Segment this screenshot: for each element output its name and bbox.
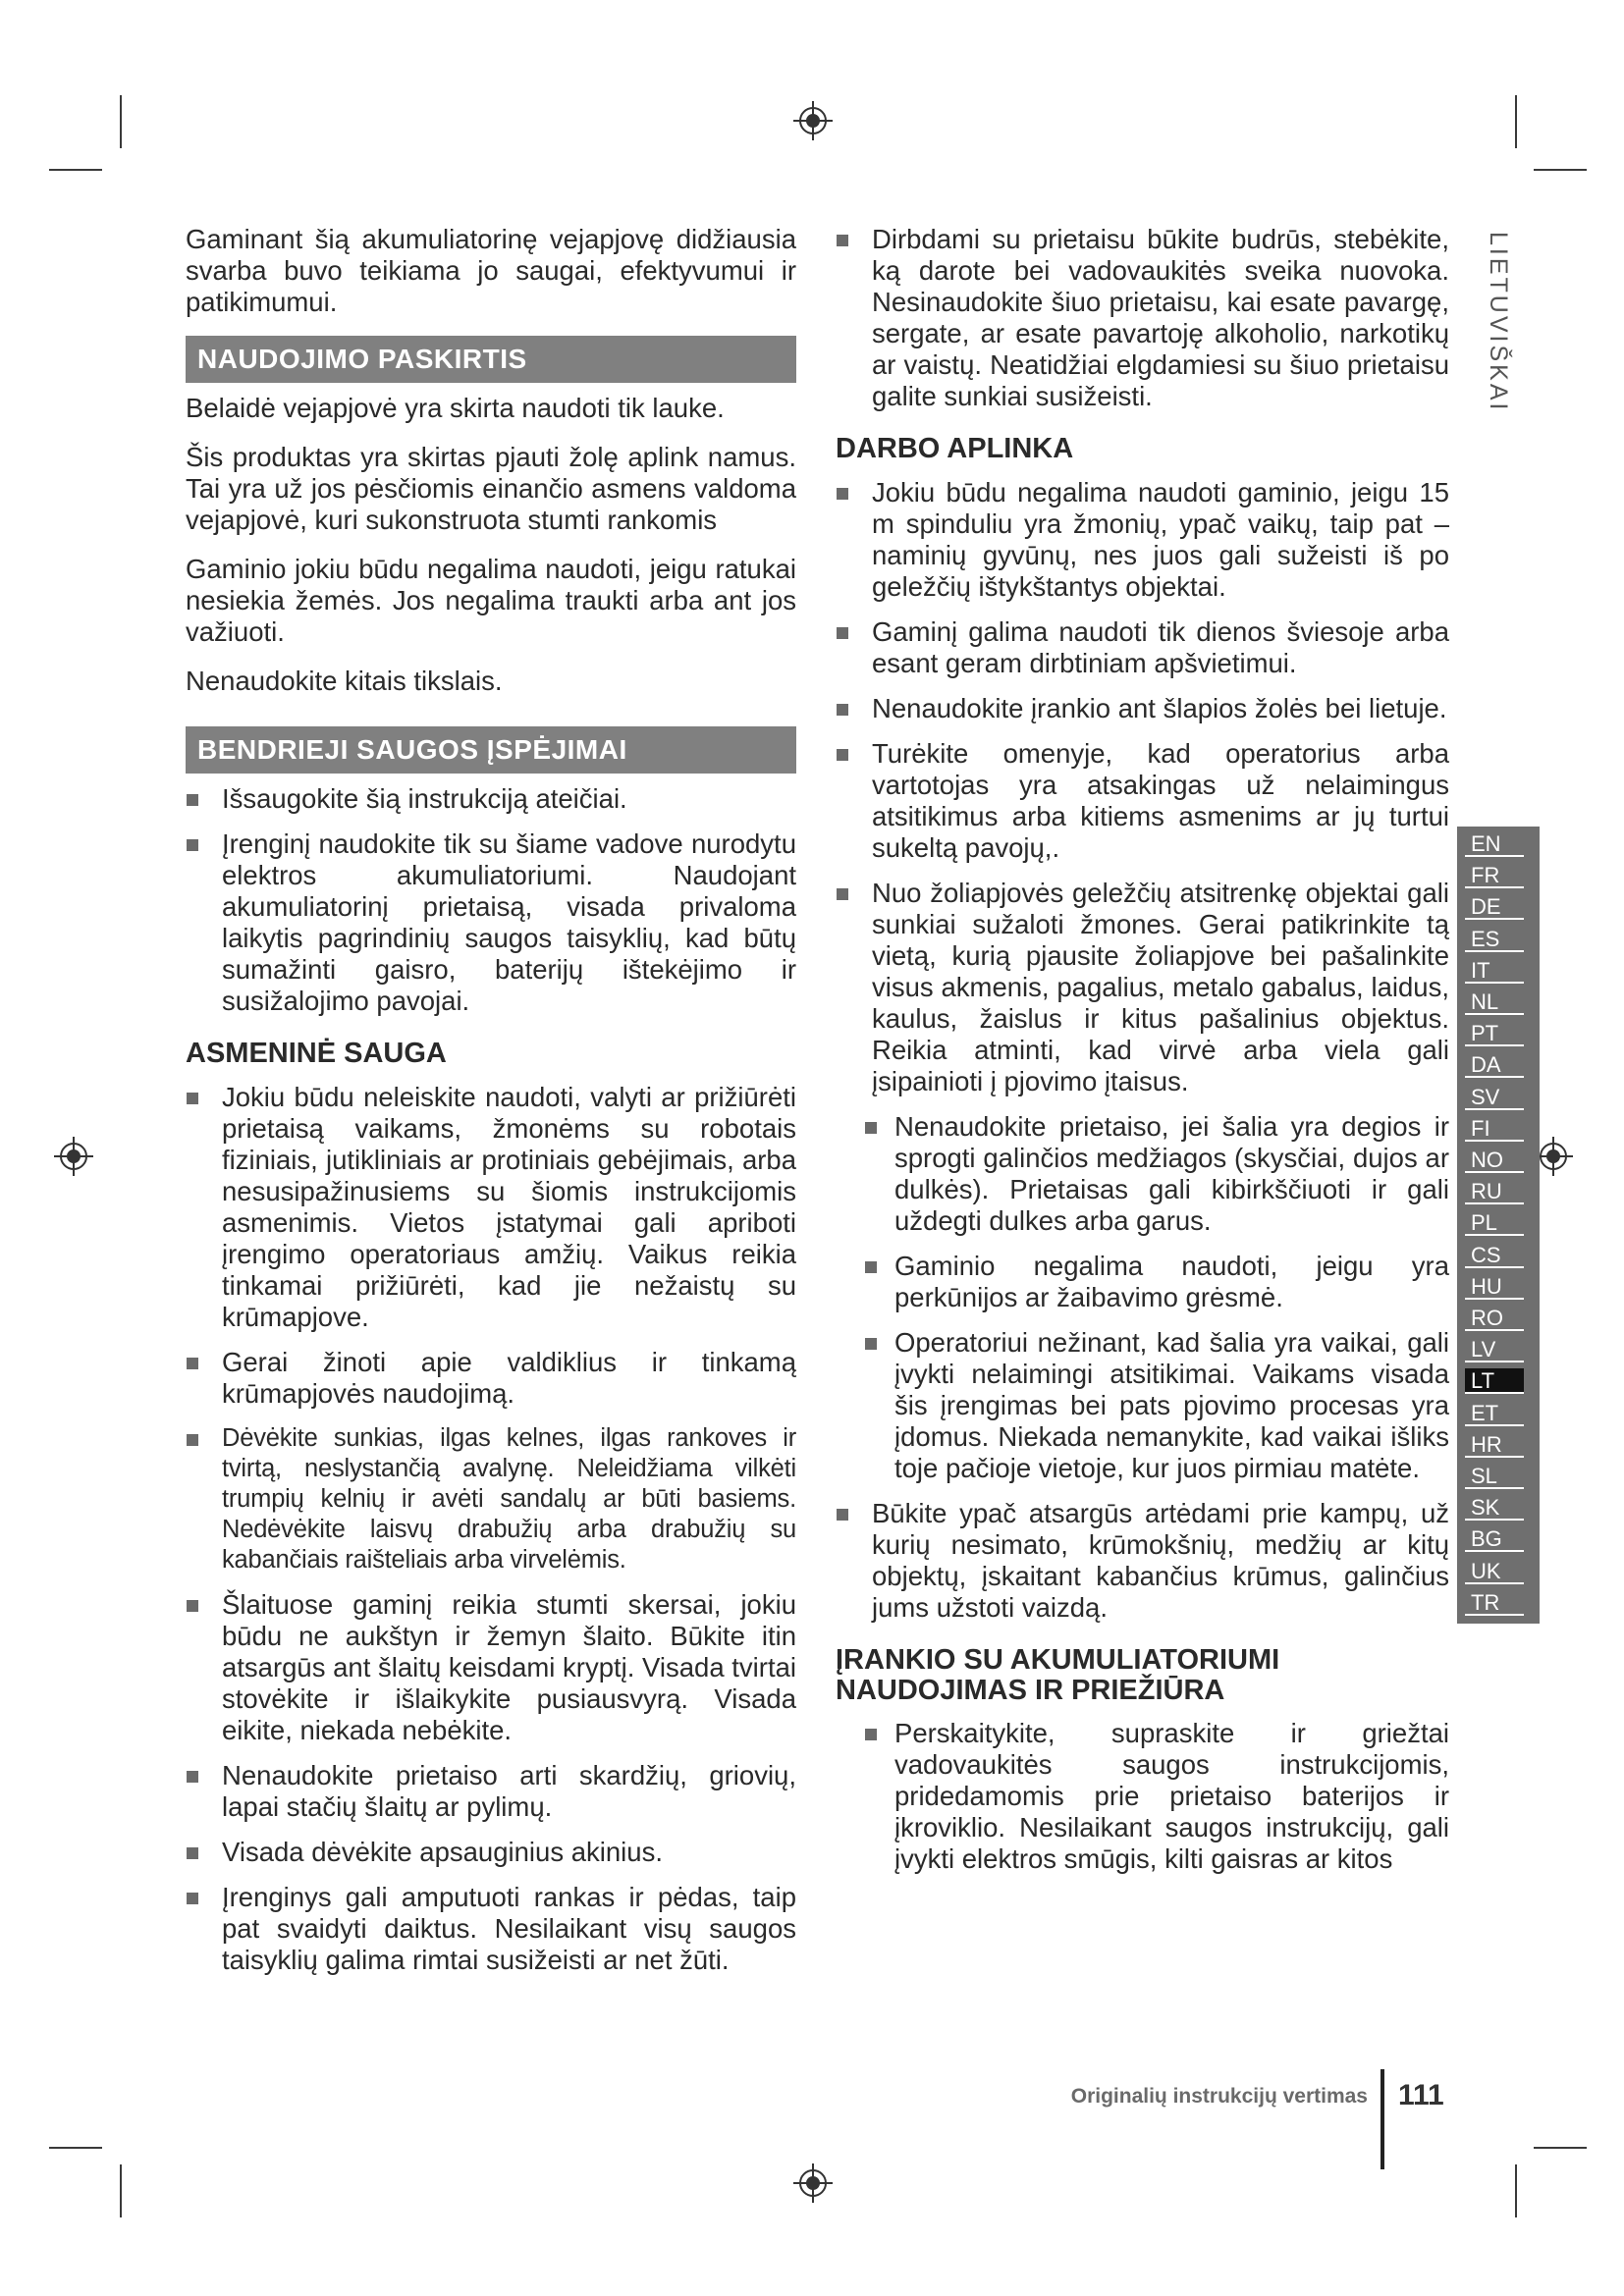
list-item: Dirbdami su prietaisu būkite budrūs, stebėkite, ką darote bei vadovaukitės sveika nuovoka. Nesinaudokite šiuo prietaisu, kai esate pavargę, sergate, ar esate pavartoję alkoholio, narkotikų ar vaistų. Neatidžiai elgdamiesi su šiuo prietaisu galite sunkiai susižeisti. [836, 224, 1449, 412]
language-tab-bg[interactable]: BG [1465, 1526, 1524, 1552]
bullet-list [186, 783, 796, 1017]
bullet-list [836, 1498, 1449, 1624]
list-item: Dėvėkite sunkias, ilgas kelnes, ilgas rankoves ir tvirtą, neslystančią avalynę. Neleidžiama vilkėti trumpių kelnių ir avėti sandalų ar būti basiems. Nedėvėkite laisvų drabužių arba drabužių su kabančiais raišteliais arba virvelėmis. [186, 1423, 796, 1575]
language-tab-sk[interactable]: SK [1465, 1495, 1524, 1521]
section-heading-general-safety: BENDRIEJI SAUGOS ĮSPĖJIMAI [186, 726, 796, 774]
list-item: Įrenginį naudokite tik su šiame vadove nurodytu elektros akumuliatoriumi. Naudojant akumuliatorinį prietaisą, visada privaloma laikytis pagrindinių saugos taisyklių, kad būtų sumažinti gaisro, baterijų ištekėjimo ir susižalojimo pavojai. [186, 828, 796, 1017]
list-item: Jokiu būdu negalima naudoti gaminio, jeigu 15 m spinduliu yra žmonių, ypač vaikų, taip pat – naminių gyvūnų, nes juos gali sužeisti iš po geležčių ištykštantys objektai. [836, 477, 1449, 603]
section-heading-battery-tool-use [836, 1645, 1449, 1706]
list-item: Jokiu būdu neleiskite naudoti, valyti ar prižiūrėti prietaisą vaikams, žmonėms su robotais fiziniais, jutikliniais ar protiniais gebėjimais, arba nesusipažinusiems su šiomis instrukcijomis asmenimis. Vietos įstatymai gali apriboti įrengimo operatoriaus amžių. Vaikus reikia tinkamai prižiūrėti, kad jie nežaistų su krūmapjove. [186, 1082, 796, 1333]
list-item: Įrenginys gali amputuoti rankas ir pėdas, taip pat svaidyti daiktus. Nesilaikant visų saugos taisyklių galima rimtai susižeisti ar net žūti. [186, 1882, 796, 1976]
list-item: Nuo žoliapjovės geležčių atsitrenkę objektai gali sunkiai sužaloti žmones. Gerai patikrinkite tą vietą, kurią pjausite žoliapjove bei pašalinkite visus akmenis, pagalius, metalo gabalus, laidus, kaulus, žaislus ir kitus pašalinius objektus. Reikia atminti, kad virvė arba viela gali įsipainioti į pjovimo įtaisus. [836, 878, 1449, 1097]
list-item: Būkite ypač atsargūs artėdami prie kampų, už kurių nesimato, krūmokšnių, medžių ar kitų objektų, įskaitant kabančius krūmus, galinčius jums užstoti vaizdą. [836, 1498, 1449, 1624]
list-item: Gaminį galima naudoti tik dienos šviesoje arba esant geram dirbtiniam apšvietimui. [836, 616, 1449, 679]
language-tab-no[interactable]: NO [1465, 1148, 1524, 1173]
language-tab-it[interactable]: IT [1465, 958, 1524, 984]
language-tab-cs[interactable]: CS [1465, 1243, 1524, 1268]
crop-mark [49, 169, 102, 171]
language-tab-hr[interactable]: HR [1465, 1432, 1524, 1458]
language-tab-pt[interactable]: PT [1465, 1021, 1524, 1046]
list-item: Gaminio negalima naudoti, jeigu yra perkūnijos ar žaibavimo grėsmė. [836, 1251, 1449, 1313]
section-heading-work-area: DARBO APLINKA [836, 433, 1074, 464]
crop-mark [49, 2147, 102, 2149]
left-column [186, 224, 796, 1990]
footer-caption: Originalių instrukcijų vertimas [1070, 2085, 1368, 2108]
list-item: Gerai žinoti apie valdiklius ir tinkamą krūmapjovės naudojimą. [186, 1347, 796, 1410]
registration-mark-icon [54, 1137, 93, 1176]
crop-mark [1515, 2164, 1517, 2217]
language-tab-tr[interactable]: TR [1465, 1590, 1524, 1616]
crop-mark [1534, 2147, 1587, 2149]
right-column [836, 224, 1449, 1889]
language-tab-ru[interactable]: RU [1465, 1179, 1524, 1204]
language-tab-lv[interactable]: LV [1465, 1337, 1524, 1362]
language-tab-fi[interactable]: FI [1465, 1116, 1524, 1142]
language-tab-hu[interactable]: HU [1465, 1274, 1524, 1300]
heading-line: ĮRANKIO SU AKUMULIATORIUMI [836, 1644, 1280, 1676]
crop-mark [1515, 95, 1517, 148]
language-tab-nl[interactable]: NL [1465, 989, 1524, 1015]
intro-paragraph: Gaminant šią akumuliatorinę vejapjovę didžiausia svarba buvo teikiama jo saugai, efektyvumui ir patikimumui. [186, 224, 796, 317]
crop-mark [120, 95, 122, 148]
list-item: Turėkite omenyje, kad operatorius arba vartotojas yra atsakingas už nelaimingus atsitikimus arba kitiems asmenims ar jų turtui sukeltą pavojų,. [836, 738, 1449, 864]
paragraph: Nenaudokite kitais tikslais. [186, 666, 503, 696]
list-item: Operatoriui nežinant, kad šalia yra vaikai, gali įvykti nelaimingi atsitikimai. Vaikams visada šis įrengimas bei pats pjovimo procesas yra įdomus. Niekada nemanykite, kad vaikai išliks toje pačioje vietoje, kur juos pirmiau matėte. [836, 1327, 1449, 1484]
paragraph: Belaidė vejapjovė yra skirta naudoti tik lauke. [186, 393, 725, 423]
crop-mark [1534, 169, 1587, 171]
language-tab-es[interactable]: ES [1465, 927, 1524, 952]
list-item: Išsaugokite šią instrukciją ateičiai. [186, 783, 796, 815]
crop-mark [120, 2164, 122, 2217]
language-tab-ro[interactable]: RO [1465, 1306, 1524, 1331]
list-item: Visada dėvėkite apsauginius akinius. [186, 1837, 796, 1868]
language-tab-pl[interactable]: PL [1465, 1210, 1524, 1236]
list-item: Nenaudokite įrankio ant šlapios žolės bei lietuje. [836, 693, 1449, 724]
page-number: 111 [1398, 2079, 1444, 2111]
bullet-list [186, 1082, 796, 1976]
language-tab-lt[interactable]: LT [1465, 1368, 1524, 1394]
paragraph: Gaminio jokiu būdu negalima naudoti, jeigu ratukai nesiekia žemės. Jos negalima traukti arba ant jos važiuoti. [186, 554, 796, 647]
language-tab-da[interactable]: DA [1465, 1052, 1524, 1078]
language-tab-de[interactable]: DE [1465, 894, 1524, 920]
registration-mark-icon [1534, 1137, 1573, 1176]
list-item: Nenaudokite prietaiso arti skardžių, griovių, lapai stačių šlaitų ar pylimų. [186, 1760, 796, 1823]
language-tab-en[interactable]: EN [1465, 831, 1524, 857]
list-item: Perskaitykite, supraskite ir griežtai vadovaukitės saugos instrukcijomis, pridedamomis prie prietaiso baterijos ir įkroviklio. Nesilaikant saugos instrukcijų, gali įvykti elektros smūgis, kilti gaisras ar kitos [836, 1718, 1449, 1875]
language-tab-uk[interactable]: UK [1465, 1559, 1524, 1584]
bullet-list [836, 1718, 1449, 1875]
bullet-list [836, 477, 1449, 1097]
language-side-label: LIETUVIŠKAI [1485, 232, 1512, 413]
language-tab-sv[interactable]: SV [1465, 1085, 1524, 1110]
paragraph: Šis produktas yra skirtas pjauti žolę aplink namus. Tai yra už jos pėsčiomis einančio asmens valdoma vejapjovė, kuri sukonstruota stumti rankomis [186, 442, 796, 535]
language-tab-sl[interactable]: SL [1465, 1464, 1524, 1489]
bullet-list [836, 1111, 1449, 1484]
language-tab-fr[interactable]: FR [1465, 863, 1524, 888]
language-tab-et[interactable]: ET [1465, 1401, 1524, 1426]
registration-mark-icon [793, 2163, 833, 2203]
registration-mark-icon [793, 101, 833, 140]
list-item: Šlaituose gaminį reikia stumti skersai, jokiu būdu ne aukštyn ir žemyn šlaito. Būkite itin atsargūs ant šlaitų keisdami kryptį. Visada tvirtai stovėkite ir išlaikykite pusiausvyrą. Visada eikite, niekada nebėkite. [186, 1589, 796, 1746]
list-item: Nenaudokite prietaiso, jei šalia yra degios ir sprogti galinčios medžiagos (skysčiai, dujos ar dulkės). Prietaisas gali kibirkščiuoti ir gali uždegti dulkes arba garus. [836, 1111, 1449, 1237]
section-heading-personal-safety: ASMENINĖ SAUGA [186, 1038, 447, 1069]
bullet-list [836, 224, 1449, 412]
heading-line: NAUDOJIMAS IR PRIEŽIŪRA [836, 1675, 1225, 1706]
section-heading-intended-use: NAUDOJIMO PASKIRTIS [186, 336, 796, 383]
footer-divider [1380, 2069, 1384, 2169]
